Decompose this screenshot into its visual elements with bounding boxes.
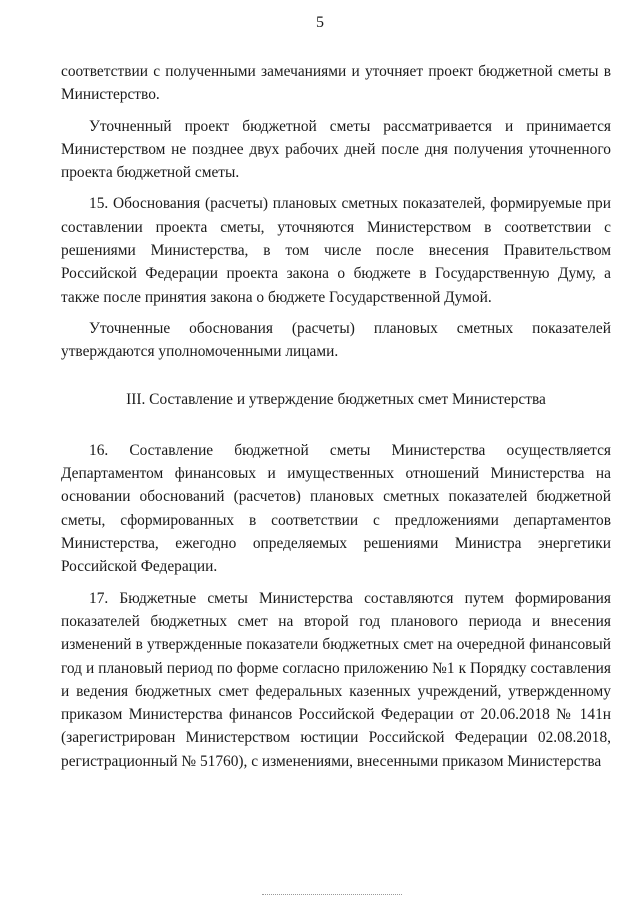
paragraph-item-17: 17. Бюджетные сметы Министерства составляются путем формирования показателей бюджетных смет на второй год планового периода и внесения изменений в утвержденные показатели бюджетных смет на очередной финансовый год и плановый период по форме согласно приложению №1 к Порядку составления и ведения бюджетных смет федеральных казенных учреждений, утвержденному приказом Министерства финансов Российской Федерации от 20.06.2018 № 141н (зарегистрирован Министерством юстиции Российской Федерации 02.08.2018, регистрационный № 51760), с изменениями, внесенными приказом Министерства xyxy=(61,589,611,770)
section-heading: III. Составление и утверждение бюджетных смет Министерства xyxy=(126,390,546,408)
paragraph-refined-draft: Уточненный проект бюджетной сметы рассматривается и принимается Министерством не позднее двух рабочих дней после дня получения уточненного проекта бюджетной сметы. xyxy=(61,117,611,182)
page-number: 5 xyxy=(316,14,324,31)
paragraph-continuation: соответствии с полученными замечаниями и уточняет проект бюджетной сметы в Министерство. xyxy=(61,63,611,104)
scan-edge-line xyxy=(262,894,402,895)
paragraph-refined-justifications: Уточненные обоснования (расчеты) плановых сметных показателей утверждаются уполномоченными лицами. xyxy=(61,319,611,361)
paragraph-item-16: 16. Составление бюджетной сметы Министерства осуществляется Департаментом финансовых и имущественных отношений Министерства на основании обоснований (расчетов) плановых сметных показателей бюджетной сметы, сформированных в соответствии с предложениями департаментов Министерства, ежегодно определяемых решениями Министра энергетики Российской Федерации. xyxy=(61,441,611,576)
document-body xyxy=(61,60,611,781)
paragraph-item-15: 15. Обоснования (расчеты) плановых сметных показателей, формируемые при составлении проекта сметы, уточняются Министерством в соответствии с решениями Министерства, в том числе после внесения Правительством Российской Федерации проекта закона о бюджете в Государственную Думу, а также после принятия закона о бюджете Государственной Думой. xyxy=(61,195,611,306)
